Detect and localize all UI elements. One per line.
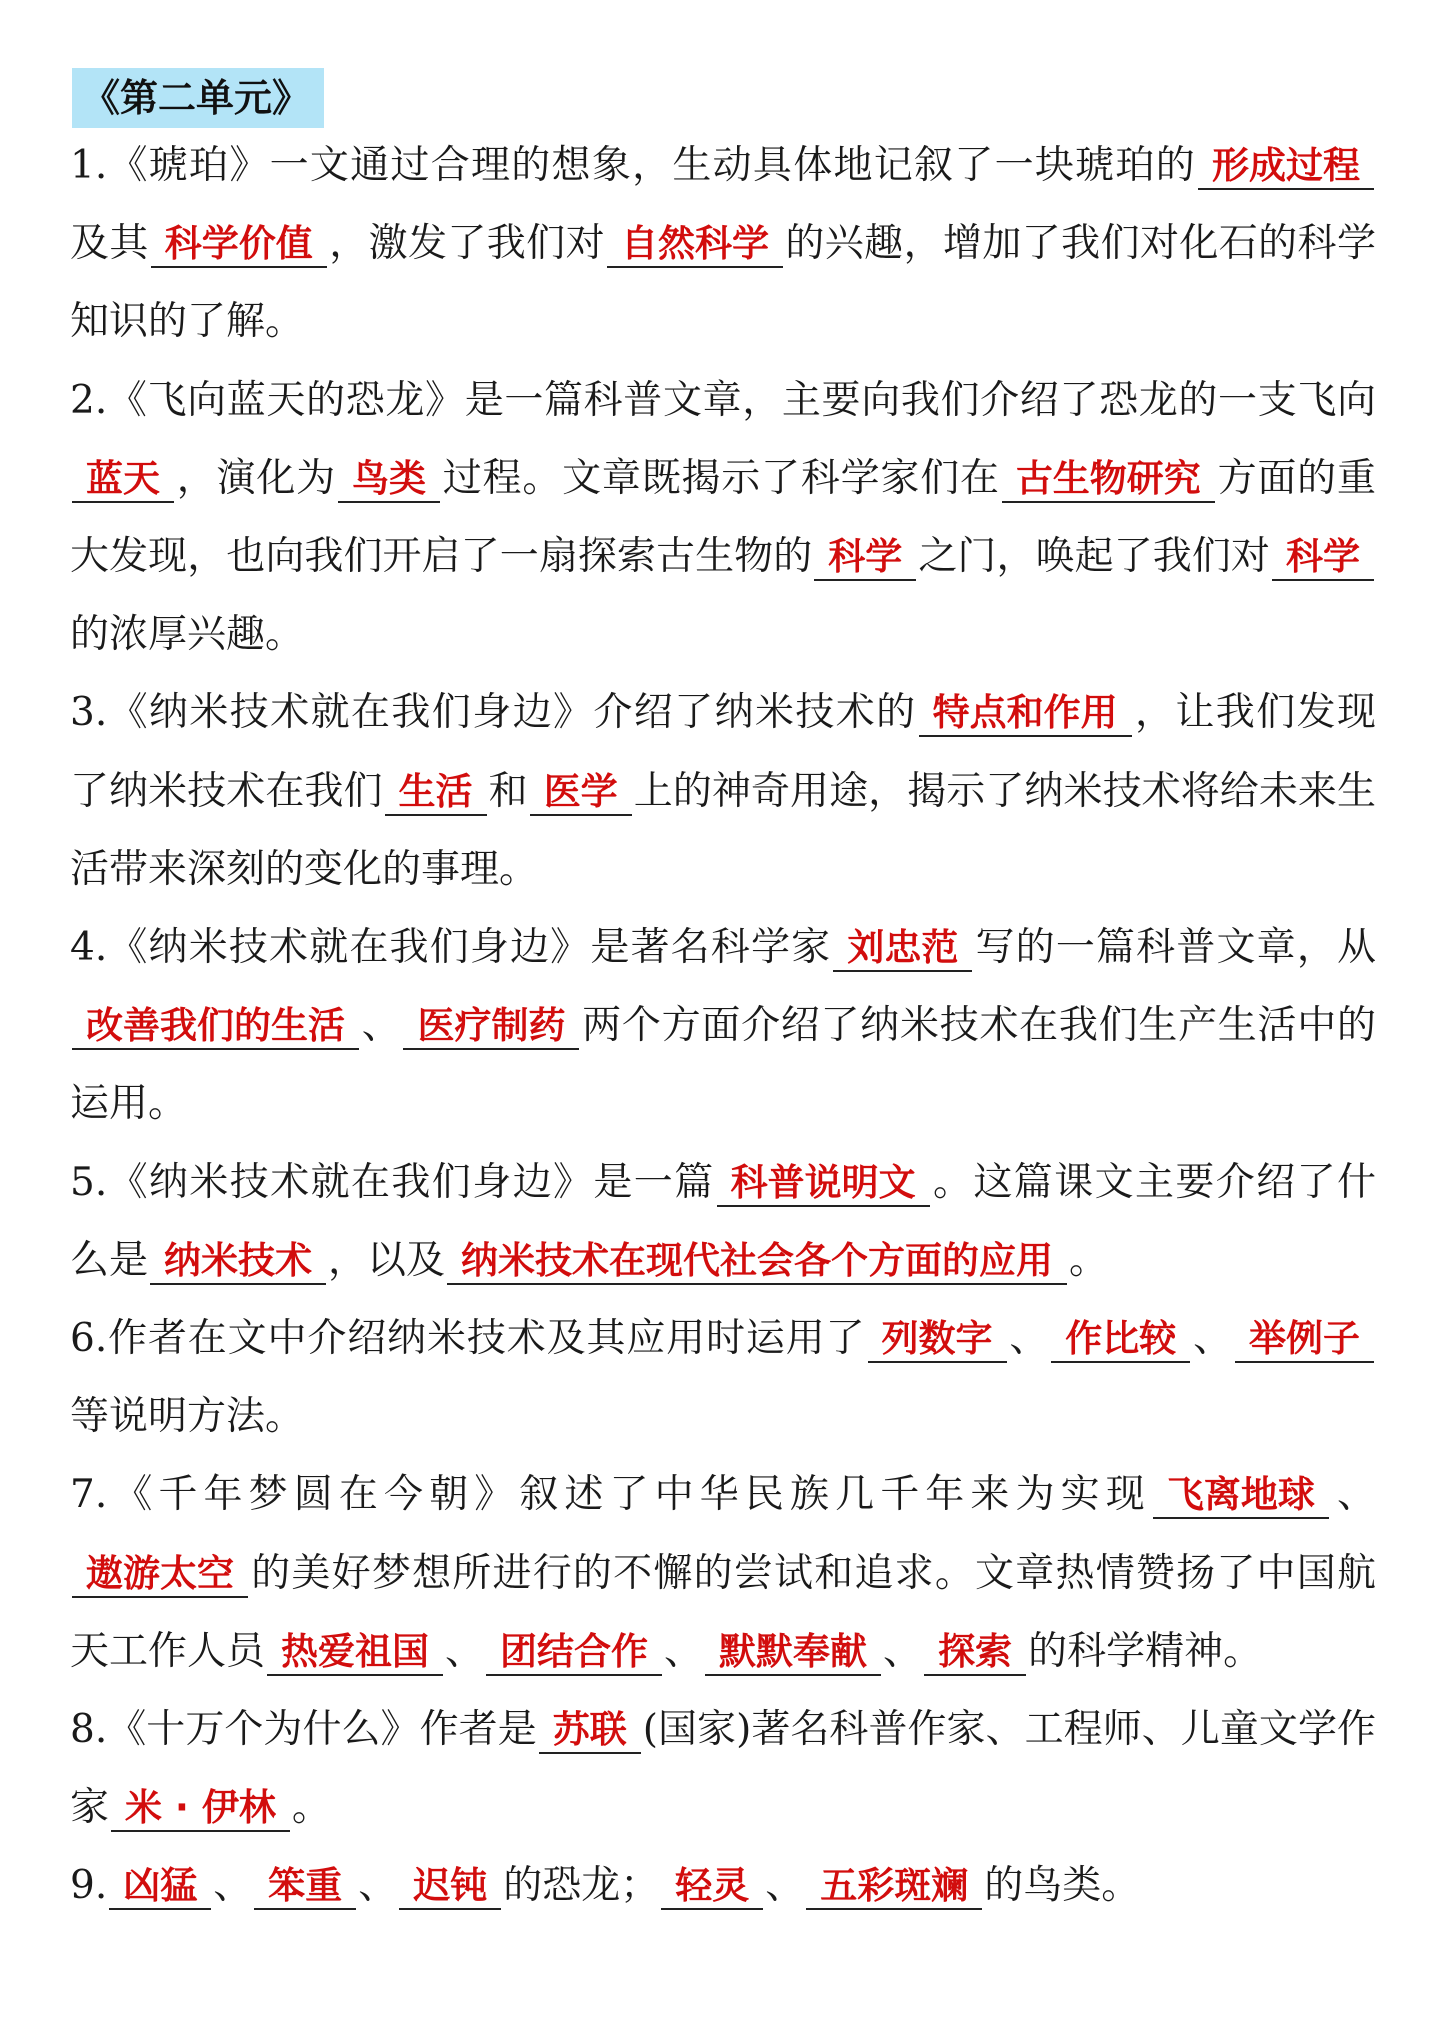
answer-blank: 作比较 [1051,1317,1190,1363]
answer-blank: 探索 [924,1630,1026,1676]
item-text: ，演化为 [176,455,336,501]
answer-blank: 形成过程 [1198,144,1374,190]
item-text: 2.《飞向蓝天的恐龙》是一篇科普文章，主要向我们介绍了恐龙的一支飞向 [70,377,1376,423]
item-text: 7.《千年梦圆在今朝》叙述了中华民族几千年来为实现 [70,1472,1151,1518]
answer-blank: 科学 [1272,535,1374,581]
answer-blank: 古生物研究 [1002,457,1215,503]
answer-blank: 医学 [530,770,632,816]
list-item-7 [70,1456,1376,1691]
list-item-5 [70,1144,1376,1300]
answer-blank: 遨游太空 [72,1552,248,1598]
answer-blank: 改善我们的生活 [72,1004,359,1050]
answer-blank: 刘忠范 [833,926,972,972]
item-text: 。这篇课文主要介绍了什么是 [70,1159,1376,1283]
item-text: 和 [488,768,528,814]
item-text: (国家)著名科普作家、工程师、儿童文学作家 [70,1707,1376,1831]
answer-blank: 科学 [814,535,916,581]
answer-blank: 热爱祖国 [267,1630,443,1676]
answer-blank: 五彩斑斓 [806,1864,982,1910]
item-text: 、 [1008,1316,1050,1362]
answer-blank: 特点和作用 [919,691,1132,737]
item-text: 5.《纳米技术就在我们身边》是一篇 [70,1159,715,1205]
list-item-1 [70,127,1376,362]
item-text: 、 [1330,1472,1376,1518]
answer-blank: 医疗制药 [403,1004,579,1050]
item-text: ，以及 [328,1237,446,1283]
item-text: 之门，唤起了我们对 [918,534,1270,580]
answer-blank: 默默奉献 [705,1630,881,1676]
unit-heading: 《第二单元》 [72,68,324,128]
answer-blank: 纳米技术在现代社会各个方面的应用 [447,1239,1067,1285]
list-item-4 [70,909,1376,1144]
item-text: 等说明方法。 [70,1394,305,1440]
item-text: 、 [664,1628,704,1674]
item-text: 两个方面介绍了纳米技术在我们生产生活中的运用。 [70,1003,1376,1127]
item-text: 、 [1192,1316,1233,1362]
list-item-9 [70,1847,1376,1925]
item-text: 写的一篇科普文章，从 [974,925,1376,971]
answer-blank: 苏联 [539,1708,641,1754]
list-item-6 [70,1300,1376,1456]
answer-blank: 科学价值 [151,222,327,268]
item-text: 。 [291,1785,331,1831]
item-text: 、 [358,1863,398,1909]
answer-blank: 凶猛 [109,1864,211,1910]
answer-blank: 笨重 [254,1864,356,1910]
item-text: 及其 [70,221,149,267]
answer-blank: 举例子 [1235,1317,1374,1363]
answer-blank: 米 · 伊林 [111,1786,290,1832]
list-item-3 [70,674,1376,909]
item-text: 上的神奇用途，揭示了纳米技术将给未来生活带来深刻的变化的事理。 [70,768,1376,892]
answer-blank: 鸟类 [338,457,440,503]
item-text: 、 [213,1863,253,1909]
item-text: 、 [765,1863,805,1909]
item-text: 的鸟类。 [984,1863,1141,1909]
item-text: 、 [445,1628,485,1674]
item-text: 3.《纳米技术就在我们身边》介绍了纳米技术的 [70,690,917,736]
item-text: 6.作者在文中介绍纳米技术及其应用时运用了 [70,1316,866,1362]
answer-blank: 纳米技术 [150,1239,326,1285]
item-text: 、 [361,1003,402,1049]
item-text: 1.《琥珀》一文通过合理的想象，生动具体地记叙了一块琥珀的 [70,143,1196,188]
item-text: 的科学精神。 [1028,1628,1263,1674]
question-list [70,127,1376,1926]
answer-blank: 团结合作 [486,1630,662,1676]
list-item-8 [70,1691,1376,1847]
item-text: 4.《纳米技术就在我们身边》是著名科学家 [70,925,832,971]
item-text: 8.《十万个为什么》作者是 [70,1707,537,1753]
item-text: 、 [883,1628,923,1674]
answer-blank: 蓝天 [72,457,174,503]
answer-blank: 列数字 [868,1317,1007,1363]
item-text: 。 [1069,1237,1109,1283]
answer-blank: 轻灵 [661,1864,763,1910]
item-text: 方面的重大发现，也向我们开启了一扇探索古生物的 [70,455,1376,580]
answer-blank: 科普说明文 [717,1161,930,1207]
item-text: 的恐龙； [503,1863,660,1909]
list-item-2 [70,362,1376,675]
item-text: ，激发了我们对 [328,221,605,267]
answer-blank: 迟钝 [399,1864,501,1910]
answer-blank: 飞离地球 [1153,1473,1329,1519]
item-text: 的美好梦想所进行的不懈的尝试和追求。文章热情赞扬了中国航天工作人员 [70,1550,1376,1674]
item-text: 的浓厚兴趣。 [70,612,305,658]
item-text: 的兴趣，增加了我们对化石的科学知识的了解。 [70,221,1376,345]
item-text: ，让我们发现了纳米技术在我们 [70,690,1376,814]
item-text: 9. [70,1863,108,1909]
answer-blank: 自然科学 [607,222,783,268]
answer-blank: 生活 [385,770,487,816]
item-text: 过程。文章既揭示了科学家们在 [441,455,1000,501]
